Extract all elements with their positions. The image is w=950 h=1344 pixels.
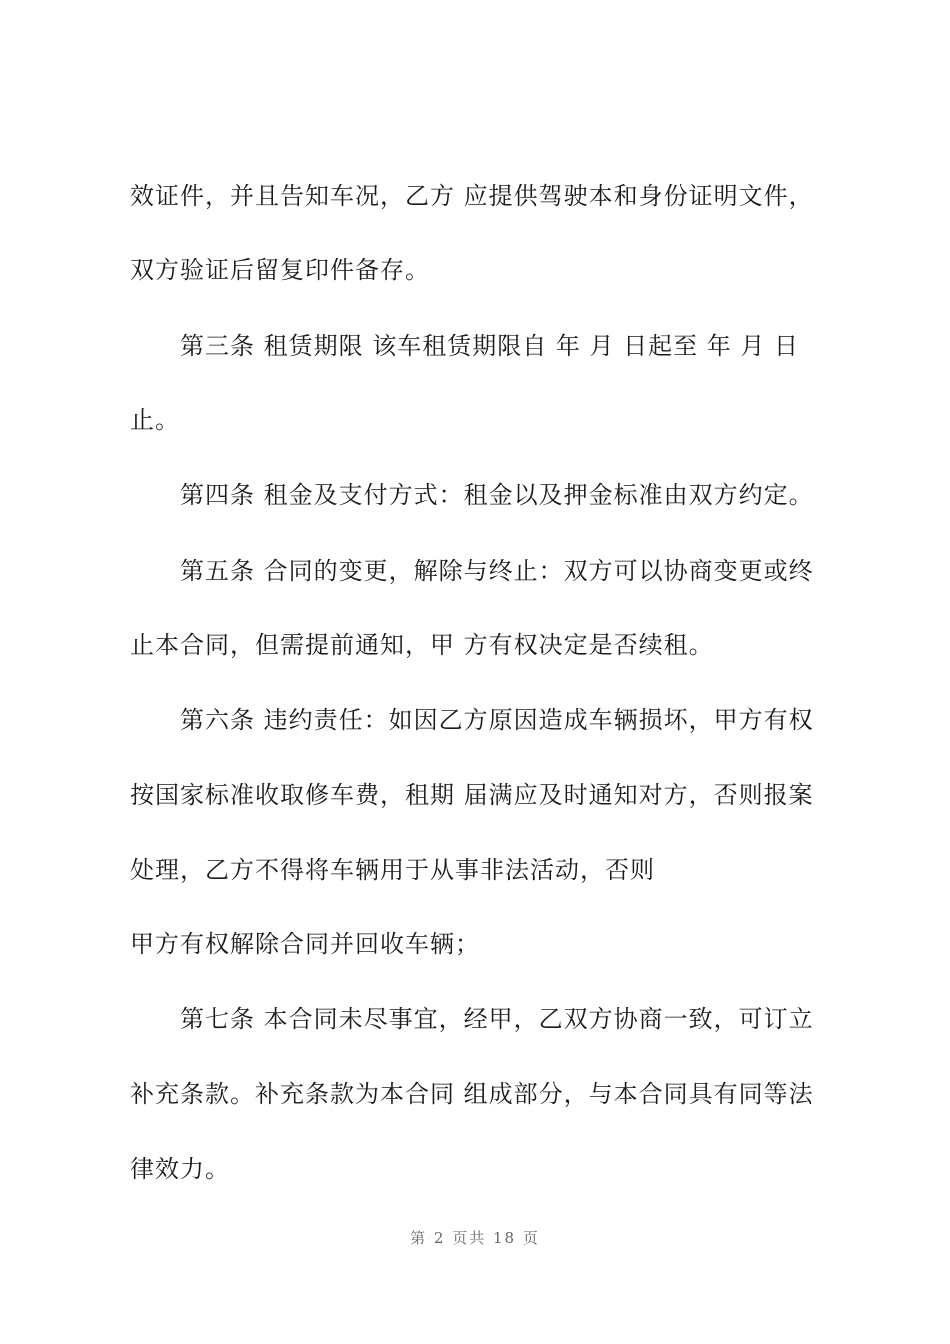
paragraph-line: 处理，乙方不得将车辆用于从事非法活动，否则 [130,856,655,884]
paragraph-line: 补充条款。补充条款为本合同 组成部分，与本合同具有同等法 [130,1080,814,1108]
paragraph-line: 止。 [130,406,180,434]
paragraph-line: 律效力。 [130,1155,230,1183]
article-6-heading-line: 第六条 违约责任：如因乙方原因造成车辆损坏，甲方有权 [180,706,814,734]
paragraph-line: 止本合同，但需提前通知，甲 方有权决定是否续租。 [130,631,714,659]
article-7-heading-line: 第七条 本合同未尽事宜，经甲，乙双方协商一致，可订立 [180,1005,814,1033]
article-3-heading-line: 第三条 租赁期限 该车租赁期限自 年 月 日起至 年 月 日 [180,332,800,360]
paragraph-line: 甲方有权解除合同并回收车辆； [130,930,480,958]
article-4-heading-line: 第四条 租金及支付方式：租金以及押金标准由双方约定。 [180,481,814,509]
page-number-footer: 第 2 页共 18 页 [410,1229,540,1247]
article-5-heading-line: 第五条 合同的变更，解除与终止：双方可以协商变更或终 [180,557,814,585]
paragraph-line: 效证件，并且告知车况，乙方 应提供驾驶本和身份证明文件， [130,182,814,210]
paragraph-line: 双方验证后留复印件备存。 [130,256,430,284]
paragraph-line: 按国家标准收取修车费，租期 届满应及时通知对方，否则报案 [130,781,814,809]
